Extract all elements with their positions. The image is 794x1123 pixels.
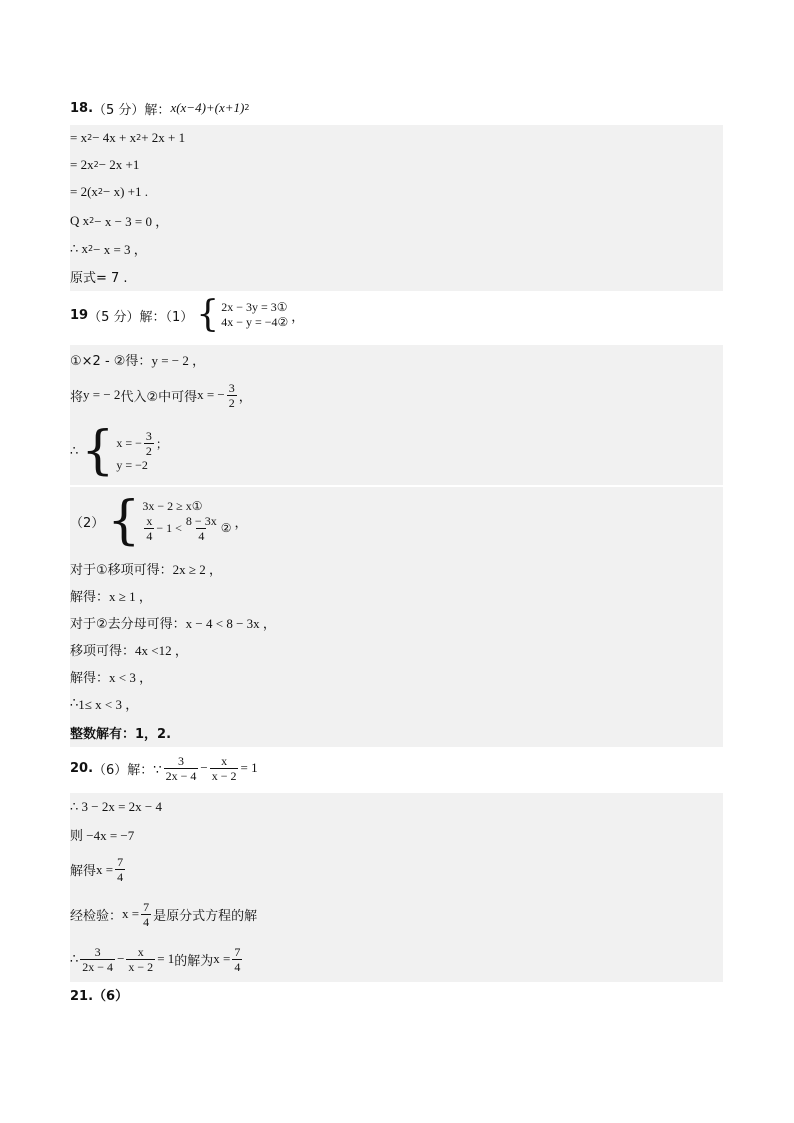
q19-score: （5 分）解：（1） — [88, 309, 194, 325]
q19-system-2-mid: − 1 < — [156, 521, 182, 535]
q19-system-1-eq1: 2x − 3y = 3① — [221, 300, 288, 314]
q19-step-2-mid: 代入②中可得 — [120, 389, 198, 405]
q21-header — [70, 983, 723, 1005]
q20-line-2-text: 则 −4x = −7 — [70, 827, 135, 843]
q18-result — [70, 262, 723, 291]
q19-step-2-y: y = − 2 — [83, 387, 121, 402]
q19-answer-text: 整数解有：1，2. — [70, 726, 172, 742]
q20-header-frac2 — [210, 754, 239, 783]
q20-line-5-frac2-num: x — [137, 944, 144, 959]
q18-line-1-b: − 4x + x — [92, 130, 137, 145]
q20-line-3 — [70, 847, 723, 892]
q19-system-2-frac2-den: 4 — [198, 529, 205, 543]
q18-line-5: ∴ x 2 − x = 3 ， — [70, 235, 723, 262]
q19-system-1-eq2: 4x − y = −4② — [221, 315, 289, 329]
q20-line-2 — [70, 821, 723, 847]
q19-step-2-tail: ， — [238, 389, 252, 405]
q19-step-2-num: 3 — [228, 380, 235, 395]
q19-line-f — [70, 690, 723, 717]
q20-header-frac1 — [164, 754, 199, 783]
q20-header-frac1-den: 2x − 4 — [165, 768, 197, 783]
q20-line-3-num: 7 — [117, 855, 124, 869]
q19-system-1 — [196, 294, 289, 335]
q19-step-1 — [70, 345, 723, 373]
q18-line-2: = 2x 2 − 2x +1 — [70, 151, 723, 178]
q18-line-4: Q x 2 − x − 3 = 0 ， — [70, 206, 723, 235]
q20-line-5-x: x = — [213, 951, 231, 966]
q19-solution-x-num: 3 — [145, 429, 152, 443]
q20-line-4-num: 7 — [143, 899, 150, 914]
q20-line-3-x: x = — [96, 861, 114, 877]
q19-system-1-brace: { — [196, 294, 220, 335]
q20-header-frac2-num: x — [221, 753, 228, 768]
q20-header-minus: − — [200, 760, 208, 775]
q19-solution-x-tail: ； — [155, 437, 168, 451]
q19-step-2-x: x = − — [197, 387, 225, 402]
q19-step-2-fraction — [227, 381, 237, 410]
q20-line-4-x: x = — [122, 906, 140, 921]
q19-line-a — [70, 555, 723, 582]
q20-line-4-frac — [141, 900, 151, 929]
q19-system-2-frac2 — [184, 514, 219, 543]
q19-step-1-text: ①×2 - ②得： — [70, 353, 152, 369]
q20-header — [70, 748, 723, 788]
q20-line-5-eq: = 1 — [157, 951, 175, 966]
q19-solution-x — [116, 429, 168, 458]
q19-system-2-tail-mark: ② — [220, 521, 232, 535]
q19-answer — [70, 717, 723, 747]
q20-line-4-den: 4 — [143, 914, 150, 929]
q18-line-3: = 2(x 2 − x) +1 . — [70, 178, 723, 206]
q20-score: （6）解：∵ — [93, 762, 162, 778]
q20-line-1 — [70, 793, 723, 821]
q20-line-5-mid: 的解为 — [174, 953, 214, 969]
q19-system-2-eq2 — [142, 514, 231, 543]
q20-line-1-text: ∴ 3 − 2x = 2x − 4 — [70, 799, 163, 814]
q19-solution-x-fraction — [144, 429, 154, 458]
q19-system-2-tail: ， — [234, 515, 248, 531]
q21-header-text: 21.（6） — [70, 988, 129, 1004]
q18-line-3-a: = 2(x — [70, 184, 98, 199]
q19-system-2-frac2-num: 8 − 3x — [185, 514, 217, 528]
q19-header — [70, 292, 723, 338]
q20-line-3-den: 4 — [117, 870, 124, 884]
q20-header-frac1-num: 3 — [177, 753, 184, 768]
q19-line-d — [70, 636, 723, 663]
q19-system-2-eq1: 3x − 2 ≥ x① — [142, 499, 203, 513]
q19-system-1-tail: ， — [291, 309, 305, 325]
q20-line-4-tail: 是原分式方程的解 — [153, 908, 258, 924]
q19-number: 19 — [70, 307, 89, 323]
q19-system-2-frac1-num: x — [146, 514, 153, 528]
q19-step-2-den: 2 — [228, 395, 235, 410]
q20-line-5-frac3-num: 7 — [234, 944, 241, 959]
q19-line-c-math: x − 4 < 8 − 3x ， — [185, 616, 276, 631]
q19-line-b-math: x ≥ 1 ， — [109, 589, 152, 604]
q19-line-f-math: 1≤ x < 3 ， — [78, 697, 139, 712]
q19-part-2 — [70, 487, 723, 555]
q18-line-1-a: = x — [70, 130, 88, 145]
q19-line-e-text: 解得： — [70, 671, 110, 686]
q19-system-2-brace: { — [107, 491, 141, 551]
q19-line-a-math: 2x ≥ 2 ， — [172, 562, 223, 577]
q19-step-2-prefix: 将 — [70, 389, 84, 405]
q18-line-4-b: − x − 3 = 0 ， — [94, 214, 169, 229]
q19-part-2-label: （2） — [70, 515, 105, 531]
q19-line-f-text: ∴ — [70, 696, 79, 711]
q20-line-5-frac1 — [80, 945, 115, 974]
q20-line-5-minus: − — [117, 951, 125, 966]
q19-solution-x-den: 2 — [145, 444, 152, 458]
q19-line-e — [70, 663, 723, 690]
q19-line-d-math: 4x <12 ， — [135, 643, 188, 658]
q20-line-5-frac3 — [232, 945, 242, 974]
q19-solution-y: y = −2 — [116, 458, 148, 472]
q20-line-5 — [70, 936, 723, 982]
q20-line-4-text: 经检验： — [70, 908, 123, 924]
q20-line-3-text: 解得 — [70, 864, 97, 879]
q19-step-1-eq: y = − 2 ， — [151, 352, 206, 368]
q20-line-4 — [70, 892, 723, 936]
q19-line-c-text: 对于②去分母可得： — [70, 617, 186, 632]
q20-header-eq: = 1 — [240, 760, 258, 775]
q19-solution-system — [81, 421, 168, 481]
q20-line-5-frac3-den: 4 — [234, 959, 241, 974]
q18-line-3-b: − x) +1 . — [103, 184, 149, 199]
q19-system-2 — [107, 491, 232, 551]
q19-solution-brace: { — [81, 421, 115, 481]
q20-line-5-frac2 — [126, 945, 155, 974]
q19-system-2-frac1 — [144, 514, 154, 543]
q20-number: 20. — [70, 760, 94, 776]
q18-line-5-b: − x = 3 ， — [93, 242, 147, 257]
q19-solution-prefix: ∴ — [70, 443, 79, 459]
q19-solution-1 — [70, 417, 723, 485]
q18-expression: x(x−4)+(x+1) — [170, 100, 245, 115]
q20-line-5-frac1-num: 3 — [94, 944, 101, 959]
q18-score: （5 分）解： — [93, 102, 171, 118]
q20-line-5-frac2-den: x − 2 — [128, 959, 154, 974]
q18-line-1: = x 2 − 4x + x 2 + 2x + 1 — [70, 125, 723, 151]
q18-number: 18. — [70, 100, 94, 116]
q18-line-2-b: − 2x +1 — [98, 156, 140, 172]
q19-line-a-text: 对于①移项可得： — [70, 563, 173, 578]
q19-line-b-text: 解得： — [70, 590, 110, 605]
q18-line-5-a: ∴ x — [70, 240, 89, 256]
q20-line-3-frac — [115, 855, 125, 884]
q18-header: 18. （5 分）解： x(x−4)+(x+1) 2 — [70, 100, 250, 118]
q19-step-2 — [70, 373, 723, 417]
q19-line-d-text: 移项可得： — [70, 644, 136, 659]
q20-line-5-prefix: ∴ — [70, 951, 79, 967]
q18-line-1-c: + 2x + 1 — [141, 130, 186, 145]
q19-solution-x-lhs: x = − — [116, 436, 142, 450]
q18-result-text: 原式= 7 . — [70, 271, 128, 286]
q19-line-c — [70, 609, 723, 636]
q18-line-2-a: = 2x — [70, 156, 94, 172]
q20-header-frac2-den: x − 2 — [211, 768, 237, 783]
q20-line-5-frac1-den: 2x − 4 — [82, 959, 114, 974]
q18-line-4-a: Q x — [70, 212, 90, 228]
q19-line-b — [70, 582, 723, 609]
q19-system-2-frac1-den: 4 — [146, 529, 153, 543]
q19-line-e-math: x < 3 ， — [109, 670, 153, 685]
